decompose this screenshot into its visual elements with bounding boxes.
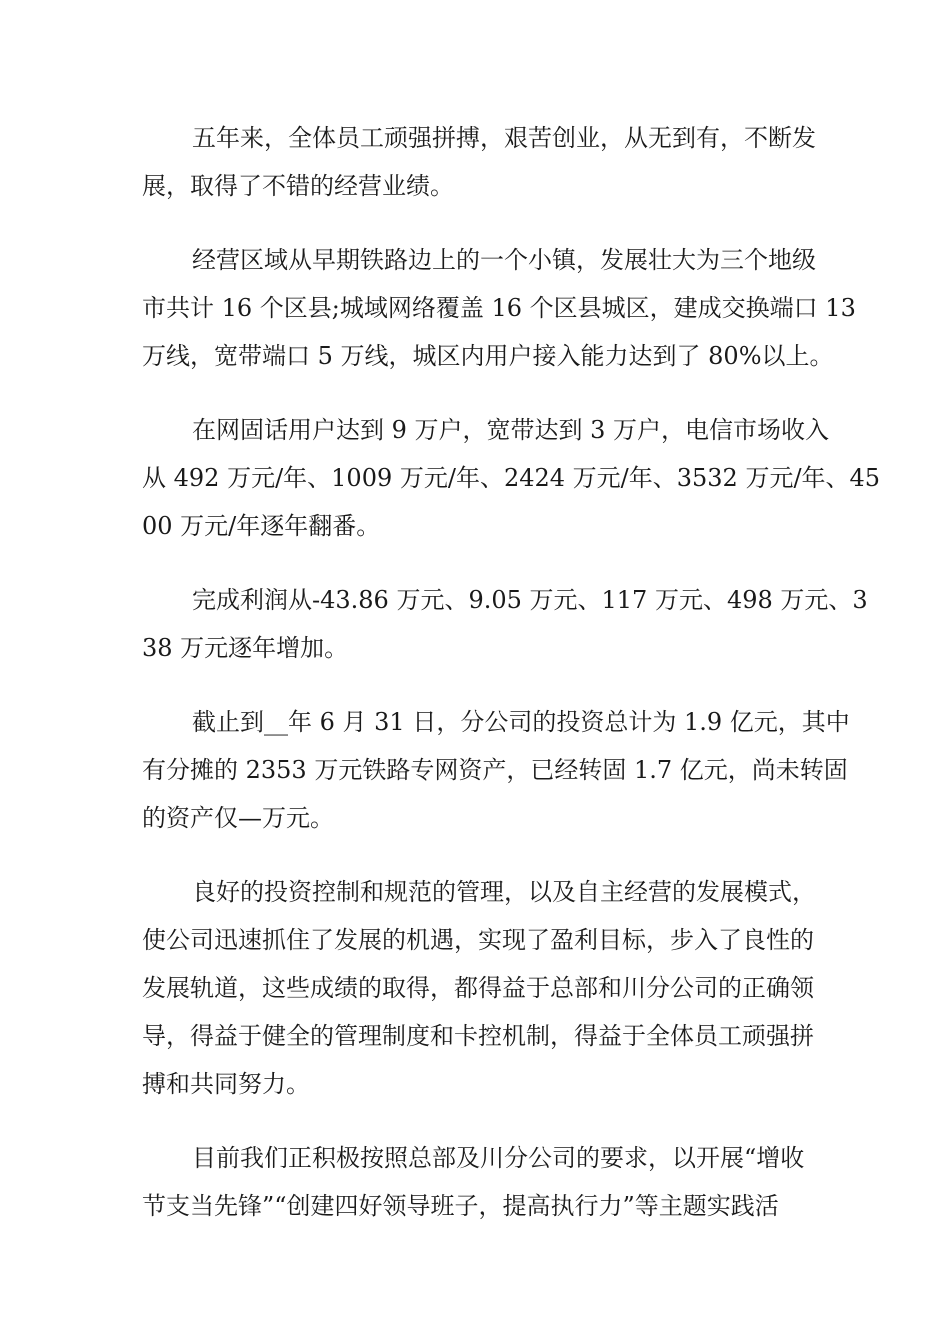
paragraph-line: 节支当先锋”“创建四好领导班子，提高执行力”等主题实践活 (142, 1192, 779, 1220)
paragraph-line: 使公司迅速抓住了发展的机遇，实现了盈利目标，步入了良性的 (142, 926, 814, 954)
paragraph-line: 目前我们正积极按照总部及川分公司的要求，以开展“增收 (192, 1144, 805, 1172)
paragraph-line: 00 万元/年逐年翻番。 (142, 512, 381, 540)
paragraph-line: 五年来，全体员工顽强拼搏，艰苦创业，从无到有，不断发 (192, 124, 816, 152)
paragraph-6 (142, 868, 816, 1108)
paragraph-line: 38 万元逐年增加。 (142, 634, 349, 662)
paragraph-line: 导，得益于健全的管理制度和卡控机制，得益于全体员工顽强拼 (142, 1022, 814, 1050)
paragraph-line: 从 492 万元/年、1009 万元/年、2424 万元/年、3532 万元/年、45 (142, 464, 881, 492)
paragraph-1 (142, 114, 816, 210)
paragraph-4 (142, 576, 868, 672)
paragraph-line: 在网固话用户达到 9 万户，宽带达到 3 万户，电信市场收入 (192, 416, 830, 444)
document-body (142, 114, 881, 1256)
paragraph-line: 良好的投资控制和规范的管理，以及自主经营的发展模式， (192, 878, 816, 906)
paragraph-line: 完成利润从-43.86 万元、9.05 万元、117 万元、498 万元、3 (192, 586, 868, 614)
paragraph-line: 经营区域从早期铁路边上的一个小镇，发展壮大为三个地级 (192, 246, 816, 274)
paragraph-line: 截止到__年 6 月 31 日，分公司的投资总计为 1.9 亿元，其中 (192, 708, 850, 736)
paragraph-line: 有分摊的 2353 万元铁路专网资产，已经转固 1.7 亿元，尚未转固 (142, 756, 848, 784)
paragraph-line: 的资产仅—万元。 (142, 804, 334, 832)
paragraph-line: 搏和共同努力。 (142, 1070, 310, 1098)
paragraph-line: 展，取得了不错的经营业绩。 (142, 172, 454, 200)
paragraph-2 (142, 236, 856, 380)
paragraph-line: 市共计 16 个区县;城域网络覆盖 16 个区县城区，建成交换端口 13 (142, 294, 856, 322)
paragraph-7 (142, 1134, 812, 1230)
paragraph-3 (142, 406, 881, 550)
paragraph-5 (142, 698, 850, 842)
paragraph-line: 万线，宽带端口 5 万线，城区内用户接入能力达到了 80%以上。 (142, 342, 834, 370)
paragraph-line: 发展轨道，这些成绩的取得，都得益于总部和川分公司的正确领 (142, 974, 814, 1002)
